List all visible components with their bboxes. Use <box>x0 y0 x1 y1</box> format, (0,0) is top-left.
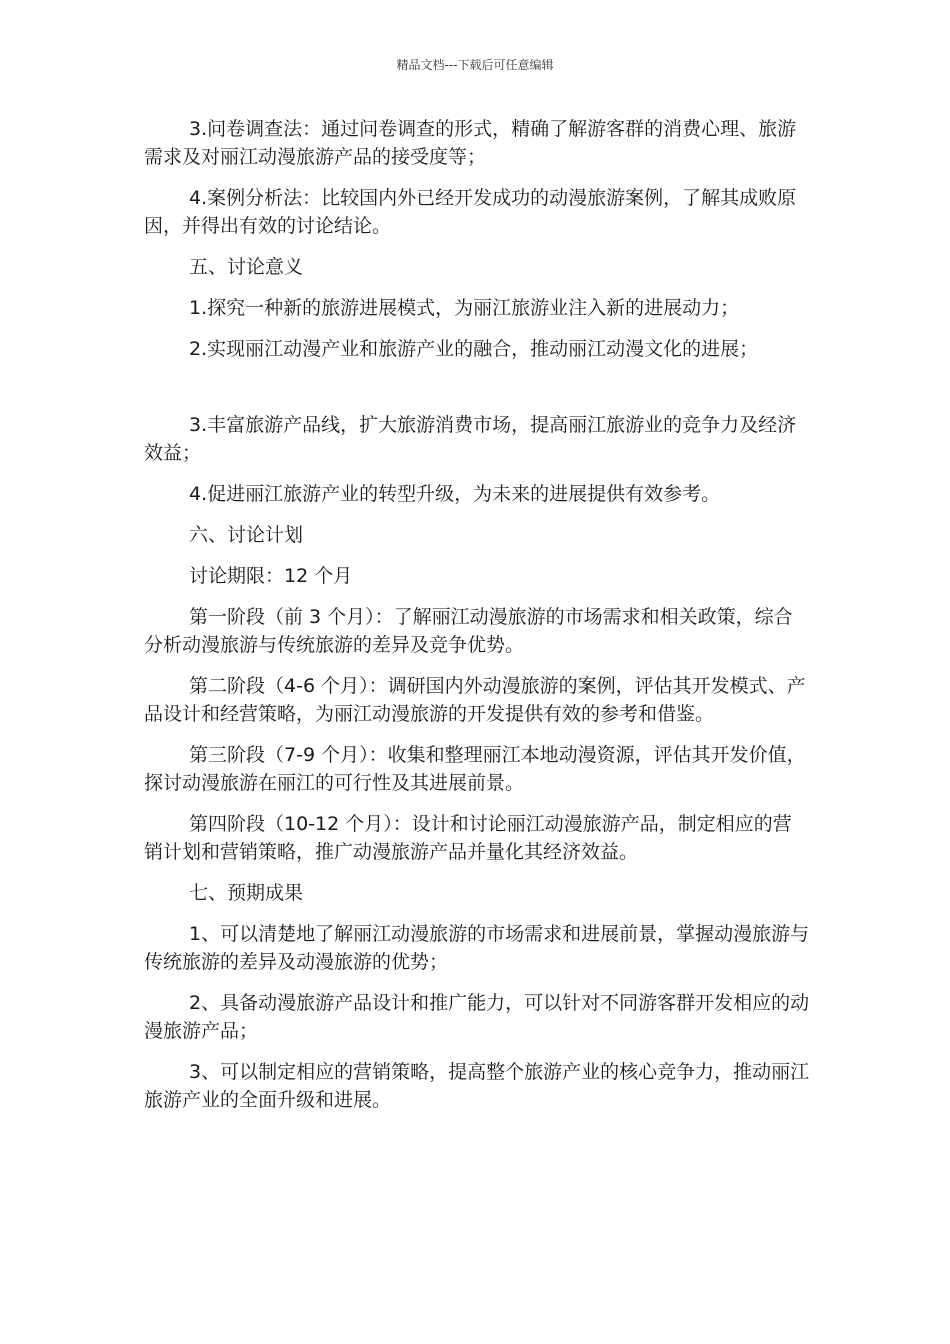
paragraph-significance-4: 4.促进丽江旅游产业的转型升级，为未来的进展提供有效参考。 <box>189 483 721 505</box>
section-heading-outcomes: 七、预期成果 <box>189 882 304 904</box>
page-header: 精品文档---下载后可任意编辑 <box>396 58 554 72</box>
paragraph-plan-duration: 讨论期限：12 个月 <box>189 565 353 587</box>
document-body <box>144 115 810 1127</box>
paragraph-outcome-2: 2、具备动漫旅游产品设计和推广能力，可以针对不同游客群开发相应的动漫旅游产品； <box>144 992 810 1042</box>
paragraph-plan-stage-1: 第一阶段（前 3 个月）：了解丽江动漫旅游的市场需求和相关政策，综合分析动漫旅游与传统旅游的差异及竞争优势。 <box>144 606 793 656</box>
paragraph-significance-2: 2.实现丽江动漫产业和旅游产业的融合，推动丽江动漫文化的进展； <box>189 338 759 360</box>
paragraph-questionnaire-method: 3.问卷调查法：通过问卷调查的形式，精确了解游客群的消费心理、旅游需求及对丽江动漫旅游产品的接受度等； <box>144 118 797 168</box>
paragraph-outcome-3: 3、可以制定相应的营销策略，提高整个旅游产业的核心竞争力，推动丽江旅游产业的全面升级和进展。 <box>144 1061 810 1111</box>
paragraph-plan-stage-4: 第四阶段（10-12 个月）：设计和讨论丽江动漫旅游产品，制定相应的营销计划和营销策略，推广动漫旅游产品并量化其经济效益。 <box>144 813 792 863</box>
paragraph-significance-3: 3.丰富旅游产品线，扩大旅游消费市场，提高丽江旅游业的竞争力及经济效益； <box>144 414 797 464</box>
paragraph-case-analysis-method: 4.案例分析法：比较国内外已经开发成功的动漫旅游案例，了解其成败原因，并得出有效的讨论结论。 <box>144 187 797 237</box>
paragraph-significance-1: 1.探究一种新的旅游进展模式，为丽江旅游业注入新的进展动力； <box>189 297 740 319</box>
paragraph-plan-stage-3: 第三阶段（7-9 个月）：收集和整理丽江本地动漫资源，评估其开发价值，探讨动漫旅游在丽江的可行性及其进展前景。 <box>144 744 806 794</box>
paragraph-outcome-1: 1、可以清楚地了解丽江动漫旅游的市场需求和进展前景，掌握动漫旅游与传统旅游的差异及动漫旅游的优势； <box>144 923 810 973</box>
section-heading-significance: 五、讨论意义 <box>189 256 304 278</box>
paragraph-plan-stage-2: 第二阶段（4-6 个月）：调研国内外动漫旅游的案例，评估其开发模式、产品设计和经营策略，为丽江动漫旅游的开发提供有效的参考和借鉴。 <box>144 675 806 725</box>
section-heading-plan: 六、讨论计划 <box>189 524 304 546</box>
